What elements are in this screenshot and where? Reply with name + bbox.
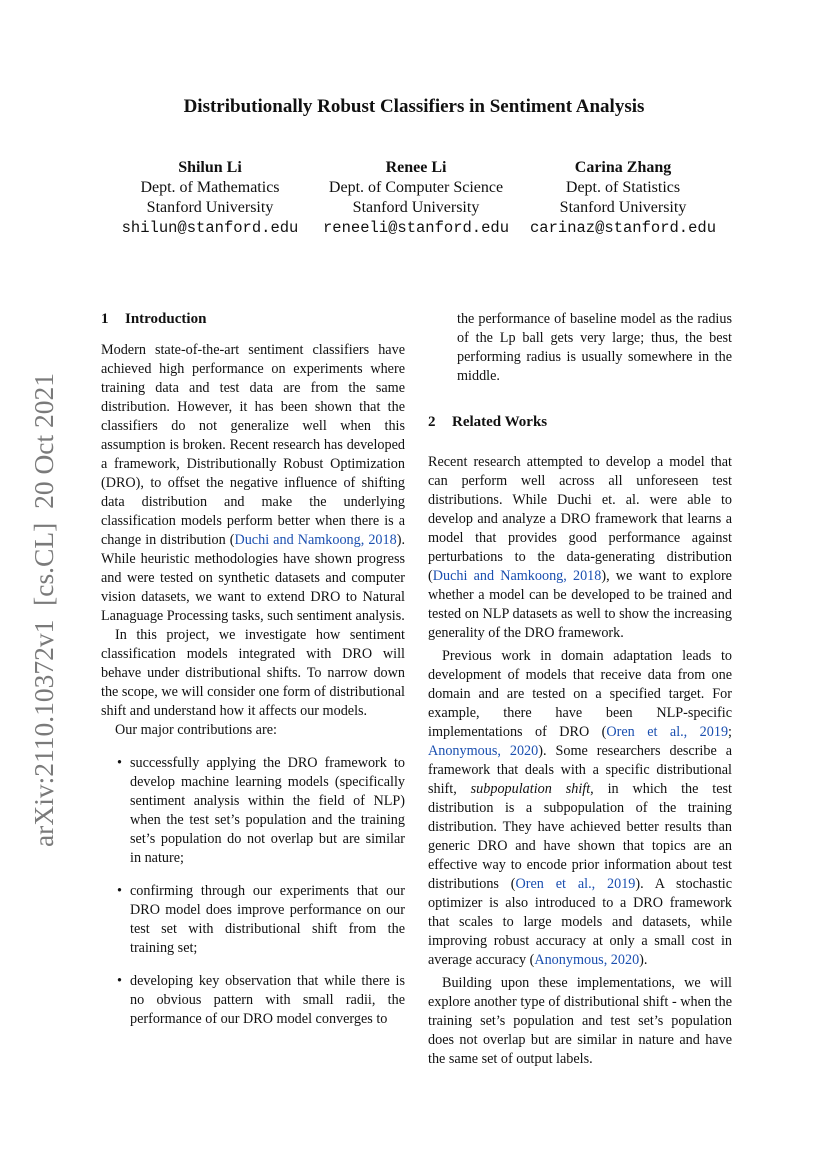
list-item-text: confirming through our experiments that our DRO model does improve performance on our test set with distributional shift from the training set; — [130, 883, 405, 956]
author-block — [0, 158, 828, 238]
citation-link[interactable]: Anonymous, 2020 — [534, 952, 640, 968]
text-run: , in which the test distribution is a subpopulation of the training distribution. They have achieved better results than generic DRO and have shown that topics are an effective way to encode prior information about test distributions ( — [428, 781, 732, 892]
text-run: Previous work in domain adaptation leads to development of models that receive data from one domain and are tested on a specified target. For example, there have been NLP-specific implementations of DRO ( — [428, 648, 732, 740]
list-item-text: developing key observation that while there is no obvious pattern with small radii, the performance of our DRO model converges to — [130, 973, 405, 1027]
list-item-text: the performance of baseline model as the radius of the Lp ball gets very large; thus, the best performing radius is usually somewhere in the middle. — [457, 311, 732, 384]
bullet-icon: • — [117, 755, 122, 771]
citation-link[interactable]: Oren et al., 2019 — [606, 724, 729, 740]
text-run: ). — [639, 952, 648, 968]
list-item — [101, 754, 405, 868]
list-item — [101, 972, 405, 1029]
arxiv-identifier — [26, 370, 62, 850]
section-heading-related-works — [428, 413, 732, 432]
section-number: 1 — [101, 311, 109, 327]
left-column — [101, 310, 405, 1029]
related-paragraph-3: Building upon these implementations, we will explore another type of distributional shift - when the training set’s population and test set’s population does not overlap but are similar in nature and have the same set of output labels. — [428, 975, 732, 1067]
section-number: 2 — [428, 414, 436, 430]
author-name: Renee Li — [385, 159, 447, 176]
arxiv-identifier-text: arXiv:2110.10372v1 [cs.CL] 20 Oct 2021 — [28, 372, 59, 848]
text-run: ). A stochastic optimizer is also introduced to a DRO framework that scales to large models and datasets, while improving robust accuracy at only a small cost in average accuracy ( — [428, 876, 733, 968]
text-run: Modern state-of-the-art sentiment classifiers have achieved high performance on experiments where training data and test data are from the same distribution. However, it has been shown that the classifiers do not generalize well when this assumption is broken. Recent research has developed a framework, Distributionally Robust Optimization (DRO), to offset the negative influence of shifting data distribution and make the underlying classification models perform better when there is a change in distribution ( — [101, 342, 405, 548]
author-2 — [313, 158, 519, 238]
author-dept: Dept. of Statistics — [565, 179, 681, 196]
author-email: carinaz@stanford.edu — [529, 219, 717, 237]
author-univ: Stanford University — [146, 199, 274, 216]
citation-link[interactable]: Oren et al., 2019 — [515, 876, 636, 892]
section-title: Introduction — [125, 311, 207, 327]
citation-link[interactable]: Anonymous, 2020 — [428, 743, 539, 759]
list-item-text: successfully applying the DRO framework to develop machine learning models (specifically sentiment analysis within the field of NLP) when the test set’s population and the training set’s population do not overlap but are similar in nature; — [130, 755, 405, 866]
text-run: ), we want to explore whether a model can be developed to be trained and tested on NLP datasets as well to show the increasing generality of the DRO framework. — [428, 568, 732, 641]
intro-paragraph-1 — [101, 341, 405, 626]
author-email: reneeli@stanford.edu — [322, 219, 510, 237]
citation-link[interactable]: Duchi and Namkoong, 2018 — [234, 532, 397, 548]
author-name: Carina Zhang — [574, 159, 672, 176]
section-title: Related Works — [452, 414, 548, 430]
contributions-list-continued — [428, 310, 732, 386]
right-column — [428, 310, 732, 1069]
intro-paragraph-3: Our major contributions are: — [115, 722, 277, 738]
author-dept: Dept. of Mathematics — [140, 179, 280, 196]
contributions-list — [101, 754, 405, 1029]
author-1 — [110, 158, 310, 238]
text-run: ). While heuristic methodologies have shown progress and were tested on synthetic datasets and computer vision datasets, we want to extend DRO to Natural Lanaguage Processing tasks, such sentiment analysis. — [101, 532, 405, 624]
author-name: Shilun Li — [178, 159, 242, 176]
intro-paragraph-2: In this project, we investigate how sentiment classification models integrated with DRO will behave under distributional shifts. To narrow down the scope, we will consider one form of distributional shift and understand how it affects our models. — [101, 627, 405, 719]
author-3 — [520, 158, 726, 238]
section-heading-introduction — [101, 310, 405, 329]
author-email: shilun@stanford.edu — [121, 219, 299, 237]
text-run: ; — [728, 724, 732, 740]
author-univ: Stanford University — [559, 199, 687, 216]
list-item — [101, 882, 405, 958]
emphasis-text: subpopulation shift — [470, 781, 591, 797]
related-paragraph-2 — [428, 647, 732, 970]
citation-link[interactable]: Duchi and Namkoong, 2018 — [432, 568, 602, 584]
bullet-icon: • — [117, 883, 122, 899]
text-run: ). Some researchers describe a framework that deals with a specific distributional shift, — [428, 743, 732, 797]
author-dept: Dept. of Computer Science — [328, 179, 504, 196]
text-run: Recent research attempted to develop a model that can perform well across all unforeseen test distributions. While Duchi et. al. were able to develop and analyze a DRO framework that learns a model that provides good performance against perturbations to the data-generating distribution ( — [428, 454, 732, 584]
related-paragraph-1 — [428, 453, 732, 643]
list-item — [428, 310, 732, 386]
paper-title: Distributionally Robust Classifiers in Sentiment Analysis — [183, 96, 645, 117]
bullet-icon: • — [117, 973, 122, 989]
author-univ: Stanford University — [352, 199, 480, 216]
